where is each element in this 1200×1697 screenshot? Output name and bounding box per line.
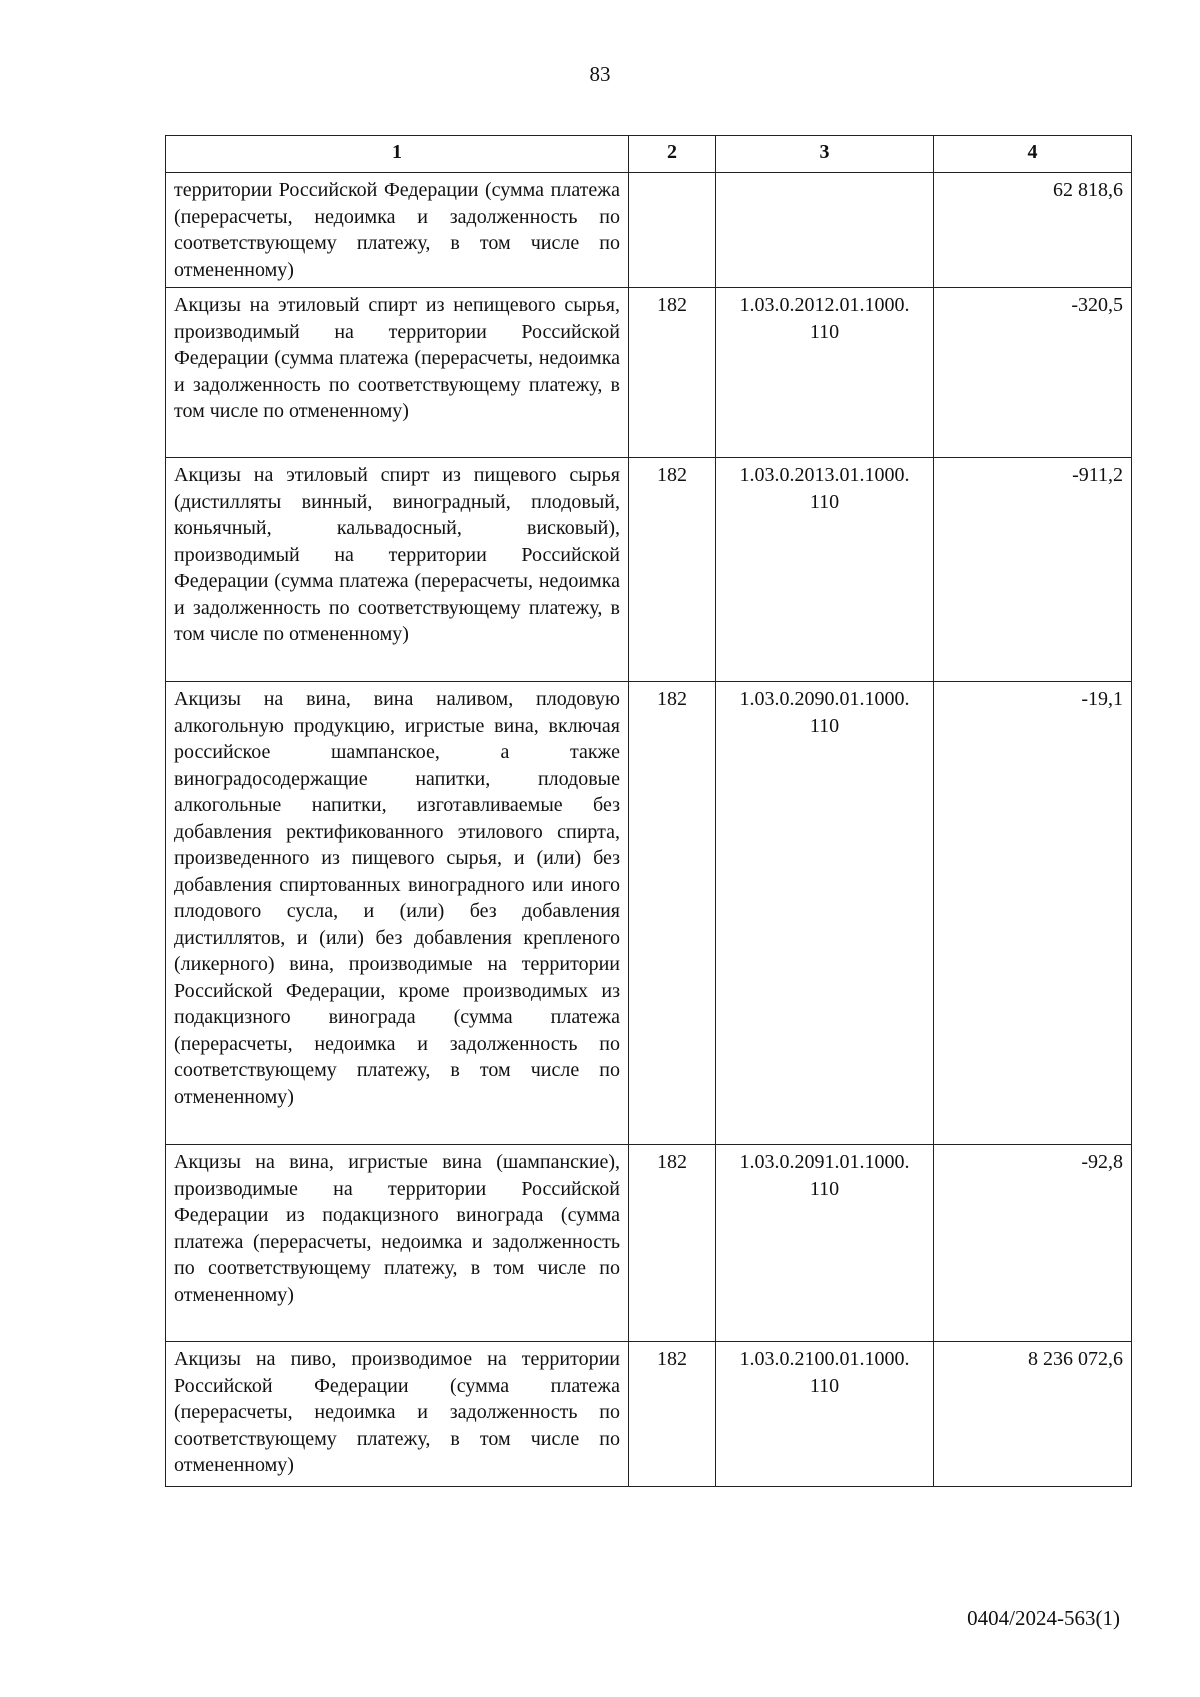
- row-admin-code: 182: [629, 682, 716, 1145]
- row-description: Акцизы на пиво, производимое на территории Российской Федерации (сумма платежа (перерасчеты, недоимка и задолженность по соответствующему платежу, в том числе по отмененному): [166, 1342, 629, 1487]
- row-description: территории Российской Федерации (сумма платежа (перерасчеты, недоимка и задолженность по соответствующему платежу, в том числе по отмененному): [166, 173, 629, 288]
- row-admin-code: [629, 173, 716, 288]
- row-description: Акцизы на вина, игристые вина (шампанские), производимые на территории Российской Федерации из подакцизного винограда (сумма платежа (перерасчеты, недоимка и задолженность по соответствующему платежу, в том числе по отмененному): [166, 1145, 629, 1342]
- row-kbk-code: [716, 173, 934, 288]
- row-amount: -911,2: [934, 458, 1132, 682]
- column-header-1: 1: [166, 136, 629, 173]
- row-description: Акцизы на вина, вина наливом, плодовую алкогольную продукцию, игристые вина, включая российское шампанское, а также виноградосодержащие напитки, плодовые алкогольные напитки, изготавливаемые без добавления ректификованного этилового спирта, произведенного из пищевого сырья, и (или) без добавления спиртованных виноградного или иного плодового сусла, и (или) без добавления дистиллятов, и (или) без добавления крепленого (ликерного) вина, производимые на территории Российской Федерации, кроме производимых из подакцизного винограда (сумма платежа (перерасчеты, недоимка и задолженность по соответствующему платежу, в том числе по отмененному): [166, 682, 629, 1145]
- table-row: [166, 458, 1132, 682]
- table-row: [166, 173, 1132, 288]
- row-description: Акцизы на этиловый спирт из пищевого сырья (дистилляты винный, виноградный, плодовый, коньячный, кальвадосный, висковый), производимый на территории Российской Федерации (сумма платежа (перерасчеты, недоимка и задолженность по соответствующему платежу, в том числе по отмененному): [166, 458, 629, 682]
- row-description: Акцизы на этиловый спирт из непищевого сырья, производимый на территории Российской Федерации (сумма платежа (перерасчеты, недоимка и задолженность по соответствующему платежу, в том числе по отмененному): [166, 288, 629, 458]
- document-number: 0404/2024-563(1): [967, 1606, 1120, 1630]
- row-amount: -92,8: [934, 1145, 1132, 1342]
- row-kbk-code: 1.03.0.2090.01.1000. 110: [716, 682, 934, 1145]
- revenue-table: [165, 135, 1132, 1487]
- row-kbk-code: 1.03.0.2012.01.1000. 110: [716, 288, 934, 458]
- row-amount: 8 236 072,6: [934, 1342, 1132, 1487]
- row-amount: -19,1: [934, 682, 1132, 1145]
- row-admin-code: 182: [629, 458, 716, 682]
- table-row: [166, 1342, 1132, 1487]
- column-header-2: 2: [629, 136, 716, 173]
- column-header-4: 4: [934, 136, 1132, 173]
- table-row: [166, 682, 1132, 1145]
- row-admin-code: 182: [629, 1145, 716, 1342]
- column-header-3: 3: [716, 136, 934, 173]
- row-kbk-code: 1.03.0.2091.01.1000. 110: [716, 1145, 934, 1342]
- row-kbk-code: 1.03.0.2100.01.1000. 110: [716, 1342, 934, 1487]
- row-amount: -320,5: [934, 288, 1132, 458]
- table-row: [166, 1145, 1132, 1342]
- table-row: [166, 288, 1132, 458]
- row-kbk-code: 1.03.0.2013.01.1000. 110: [716, 458, 934, 682]
- row-admin-code: 182: [629, 1342, 716, 1487]
- table-header-row: [166, 136, 1132, 173]
- page-number: 83: [589, 62, 611, 86]
- row-amount: 62 818,6: [934, 173, 1132, 288]
- row-admin-code: 182: [629, 288, 716, 458]
